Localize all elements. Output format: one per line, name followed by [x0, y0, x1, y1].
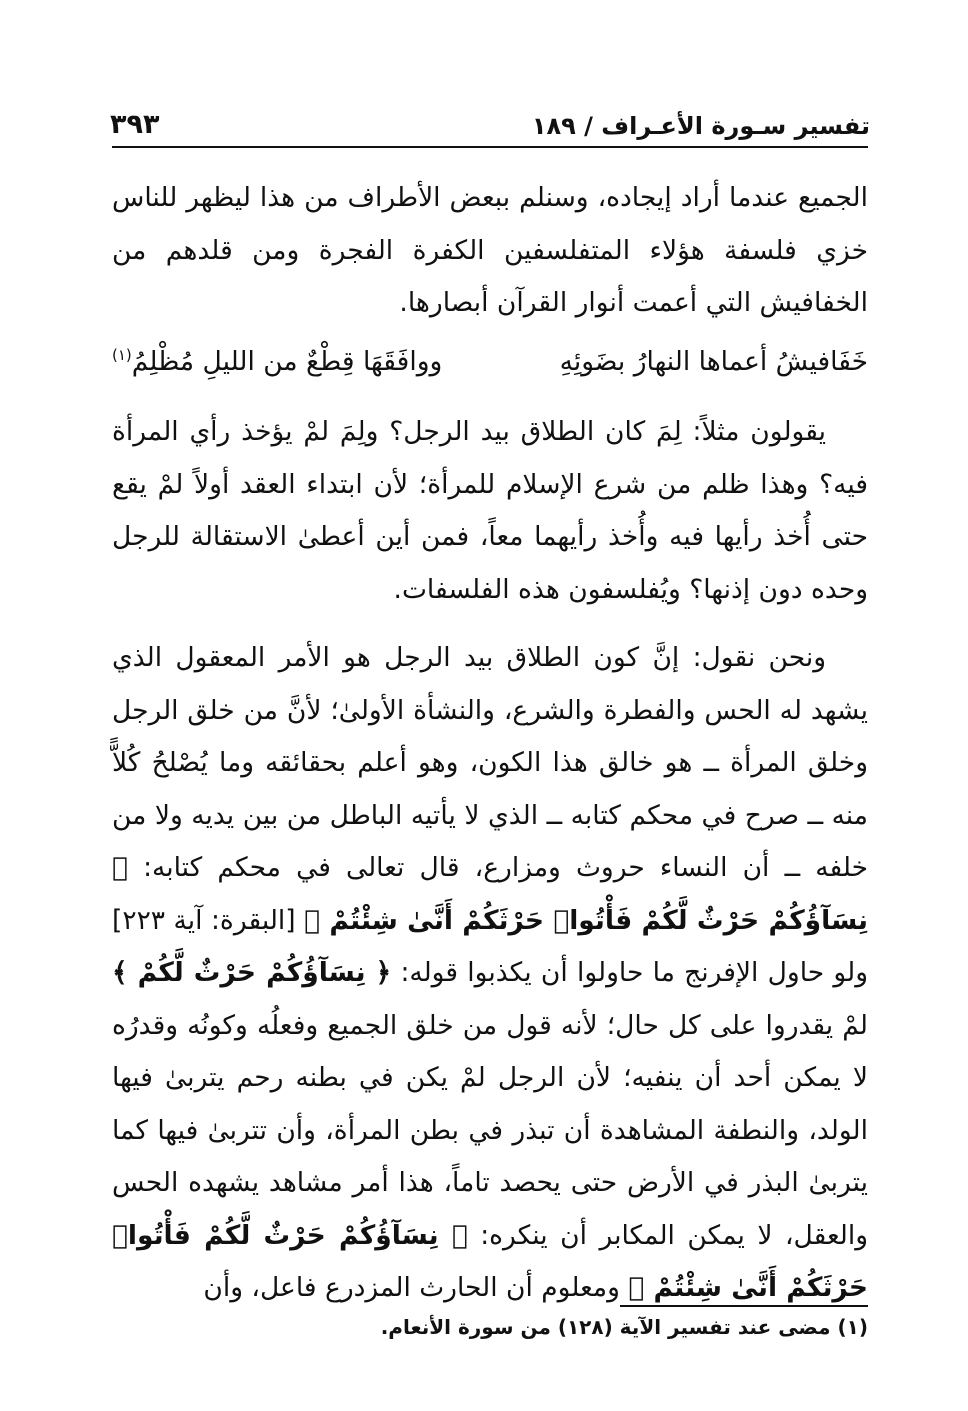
quran-quote-3: ﴿ نِسَآؤُكُمْ حَرْثٌ لَّكُمْ فَأْتُوا۟ حَرْثَكُمْ أَنَّىٰ شِئْتُمْ ﴾ — [112, 1219, 868, 1303]
quran-quote-2: ﴿ نِسَآؤُكُمْ حَرْثٌ لَّكُمْ ﴾ — [112, 957, 392, 988]
footnote-marker: (١) — [837, 1315, 868, 1339]
main-text — [112, 172, 868, 1315]
spacer — [112, 392, 868, 406]
verse-second-hemistich-wrap — [112, 336, 442, 389]
paragraph-3 — [112, 632, 868, 1315]
paragraph-2: يقولون مثلاً: لِمَ كان الطلاق بيد الرجل؟ ولِمَ لمْ يؤخذ رأي المرأة فيه؟ وهذا ظلم من شرع الإسلام للمرأة؛ لأن ابتداء العقد أولاً لمْ يقع حتى أُخذ رأيها فيه وأُخذ رأيهما معاً، فمن أين أعطىٰ الاستقالة للرجل وحده دون إذنها؟ ويُفلسفون هذه الفلسفات. — [112, 416, 868, 605]
page-header — [110, 90, 870, 140]
paragraph-1: الجميع عندما أراد إيجاده، وسنلم ببعض الأطراف من هذا ليظهر للناس خزي فلسفة هؤلاء المتفلسفين الكفرة الفجرة ومن قلدهم من الخفافيش التي أعمت أنوار القرآن أبصارها. — [112, 182, 868, 318]
footnote — [300, 1312, 868, 1342]
page-number: ٣٩٣ — [110, 109, 160, 140]
footnote-divider — [620, 1305, 868, 1307]
header-divider — [112, 146, 868, 148]
verse-first-hemistich: خَفَافيشُ أعماها النهارُ بضَوئِهِ — [559, 345, 868, 377]
verse-second-hemistich: ووافَقَهَا قِطْعٌ من الليلِ مُظْلِمُ — [131, 345, 443, 377]
quran-quote-1: ﴿ نِسَآؤُكُمْ حَرْثٌ لَّكُمْ فَأْتُوا۟ حَرْثَكُمْ أَنَّىٰ شِئْتُمْ ﴾ — [112, 852, 868, 936]
paragraph-3-part-b: [البقرة: آية ٢٢٣] ولو حاول الإفرنج ما حاولوا أن يكذبوا قوله: — [112, 904, 868, 988]
spacer — [112, 616, 868, 632]
footnote-text: مضى عند تفسير الآية (١٢٨) من سورة الأنعام. — [380, 1315, 831, 1339]
paragraph-3-part-d: ومعلوم أن الحارث المزدرع فاعل، وأن — [203, 1272, 620, 1303]
running-title: تفسير سـورة الأعـراف / ١٨٩ — [531, 112, 870, 140]
paragraph-3-part-c: لمْ يقدروا على كل حال؛ لأنه قول من خلق الجميع وفعلُه وكونُه وقدرُه لا يمكن أحد أن ينفيه؛ لأن الرجل لمْ يكن في بطنه رحم يتربىٰ فيها الولد، والنطفة المشاهدة أن تبذر في بطن المرأة، وأن تتربىٰ فيها كما يتربىٰ البذر في الأرض حتى يحصد تاماً، هذا أمر مشاهد يشهده الحس والعقل، لا يمكن المكابر أن ينكره: — [112, 1009, 868, 1251]
paragraph-3-part-a: ونحن نقول: إنَّ كون الطلاق بيد الرجل هو الأمر المعقول الذي يشهد له الحس والفطرة والشرع، والنشأة الأولىٰ؛ لأنَّ من خلق الرجل وخلق المرأة ــ هو خالق هذا الكون، وهو أعلم بحقائقه وما يُصْلحُ كُلاًّ منه ــ صرح في محكم كتابه ــ الذي لا يأتيه الباطل من بين يديه ولا من خلفه ــ أن النساء حروث ومزارع، قال تعالى في محكم كتابه: — [112, 642, 868, 883]
poem-verse — [112, 336, 868, 389]
footnote-ref: (١) — [112, 345, 132, 364]
